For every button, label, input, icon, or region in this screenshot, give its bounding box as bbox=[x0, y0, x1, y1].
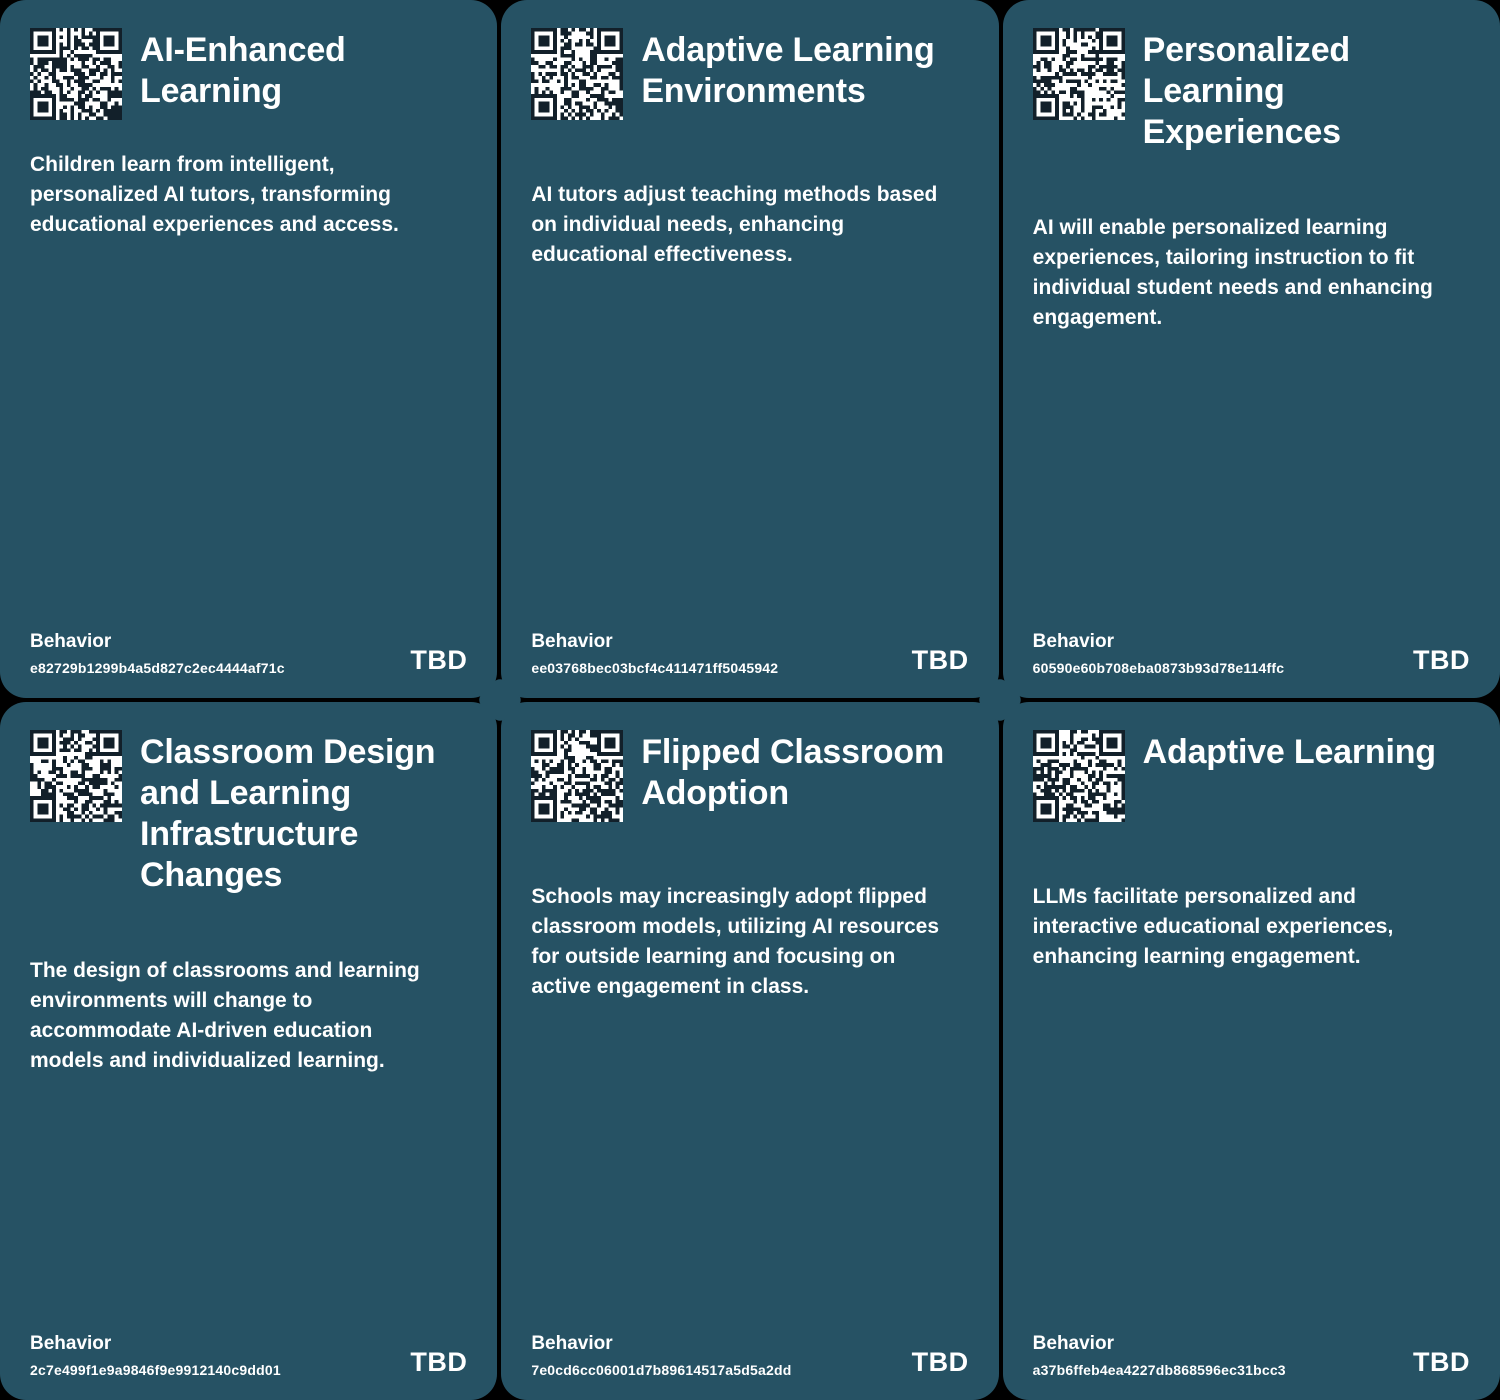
card-title: Personalized Learning Experiences bbox=[1142, 31, 1351, 151]
card-adaptive-learning-environments[interactable] bbox=[501, 0, 998, 698]
spacer bbox=[1033, 333, 1470, 631]
footer-id: 7e0cd6cc06001d7b89614517a5d5a2dd bbox=[531, 1362, 792, 1378]
card-description: Children learn from intelligent, personalized AI tutors, transforming educational experiences and access. bbox=[30, 153, 399, 236]
qr-code-icon bbox=[30, 28, 122, 120]
footer-id: e82729b1299b4a5d827c2ec4444af71c bbox=[30, 660, 285, 676]
footer-meta bbox=[1033, 1333, 1286, 1378]
card-title: Flipped Classroom Adoption bbox=[641, 733, 944, 812]
card-footer bbox=[1033, 1333, 1470, 1378]
card-footer bbox=[30, 631, 467, 676]
card-footer bbox=[531, 631, 968, 676]
card-ai-enhanced-learning[interactable] bbox=[0, 0, 497, 698]
card-flipped-classroom-adoption[interactable] bbox=[501, 702, 998, 1400]
card-personalized-learning-experiences[interactable] bbox=[1003, 0, 1500, 698]
status-badge: TBD bbox=[1413, 1347, 1470, 1377]
footer-id: ee03768bec03bcf4c411471ff5045942 bbox=[531, 660, 779, 676]
spacer bbox=[1033, 972, 1470, 1333]
status-badge: TBD bbox=[410, 1347, 468, 1377]
qr-code-icon bbox=[1033, 730, 1125, 822]
card-header bbox=[30, 730, 467, 896]
status-badge: TBD bbox=[911, 1347, 969, 1377]
status-badge: TBD bbox=[410, 645, 468, 675]
card-footer bbox=[30, 1333, 467, 1378]
footer-meta bbox=[531, 1333, 791, 1378]
footer-label: Behavior bbox=[531, 631, 613, 652]
card-title: Adaptive Learning Environments bbox=[641, 31, 935, 110]
spacer bbox=[30, 240, 467, 631]
footer-label: Behavior bbox=[1032, 1333, 1114, 1354]
card-header bbox=[531, 730, 968, 822]
qr-code-icon bbox=[1033, 28, 1125, 120]
card-header bbox=[531, 28, 968, 120]
card-description: AI will enable personalized learning experiences, tailoring instruction to fit individual student needs and enhancing engagement. bbox=[1032, 216, 1433, 329]
card-header bbox=[30, 28, 467, 120]
footer-label: Behavior bbox=[531, 1333, 613, 1354]
card-title: Classroom Design and Learning Infrastructure Changes bbox=[140, 733, 436, 894]
card-title: AI-Enhanced Learning bbox=[140, 31, 346, 110]
qr-code-icon bbox=[30, 730, 122, 822]
qr-code-icon bbox=[531, 28, 623, 120]
card-header bbox=[1033, 28, 1470, 153]
card-adaptive-learning[interactable] bbox=[1003, 702, 1500, 1400]
footer-meta bbox=[30, 1333, 281, 1378]
footer-meta bbox=[531, 631, 778, 676]
footer-id: 2c7e499f1e9a9846f9e9912140c9dd01 bbox=[30, 1362, 281, 1378]
footer-label: Behavior bbox=[1032, 631, 1114, 652]
footer-id: 60590e60b708eba0873b93d78e114ffc bbox=[1032, 660, 1285, 676]
footer-label: Behavior bbox=[30, 631, 112, 652]
footer-id: a37b6ffeb4ea4227db868596ec31bcc3 bbox=[1032, 1362, 1286, 1378]
card-title: Adaptive Learning bbox=[1142, 733, 1436, 771]
status-badge: TBD bbox=[1413, 645, 1470, 675]
spacer bbox=[531, 1002, 968, 1333]
spacer bbox=[531, 270, 968, 631]
footer-meta bbox=[1033, 631, 1285, 676]
card-description: LLMs facilitate personalized and interactive educational experiences, enhancing learning engagement. bbox=[1032, 885, 1394, 968]
card-footer bbox=[1033, 631, 1470, 676]
card-description: AI tutors adjust teaching methods based on individual needs, enhancing educational effectiveness. bbox=[531, 183, 938, 266]
card-description: The design of classrooms and learning environments will change to accommodate AI-driven education models and individualized learning. bbox=[30, 959, 420, 1072]
card-header bbox=[1033, 730, 1470, 822]
qr-code-icon bbox=[531, 730, 623, 822]
spacer bbox=[30, 1076, 467, 1333]
footer-meta bbox=[30, 631, 285, 676]
card-description: Schools may increasingly adopt flipped classroom models, utilizing AI resources for outside learning and focusing on active engagement in class. bbox=[531, 885, 940, 998]
card-footer bbox=[531, 1333, 968, 1378]
footer-label: Behavior bbox=[30, 1333, 112, 1354]
card-classroom-design-and-learning-infrastructure-changes[interactable] bbox=[0, 702, 497, 1400]
status-badge: TBD bbox=[911, 645, 969, 675]
